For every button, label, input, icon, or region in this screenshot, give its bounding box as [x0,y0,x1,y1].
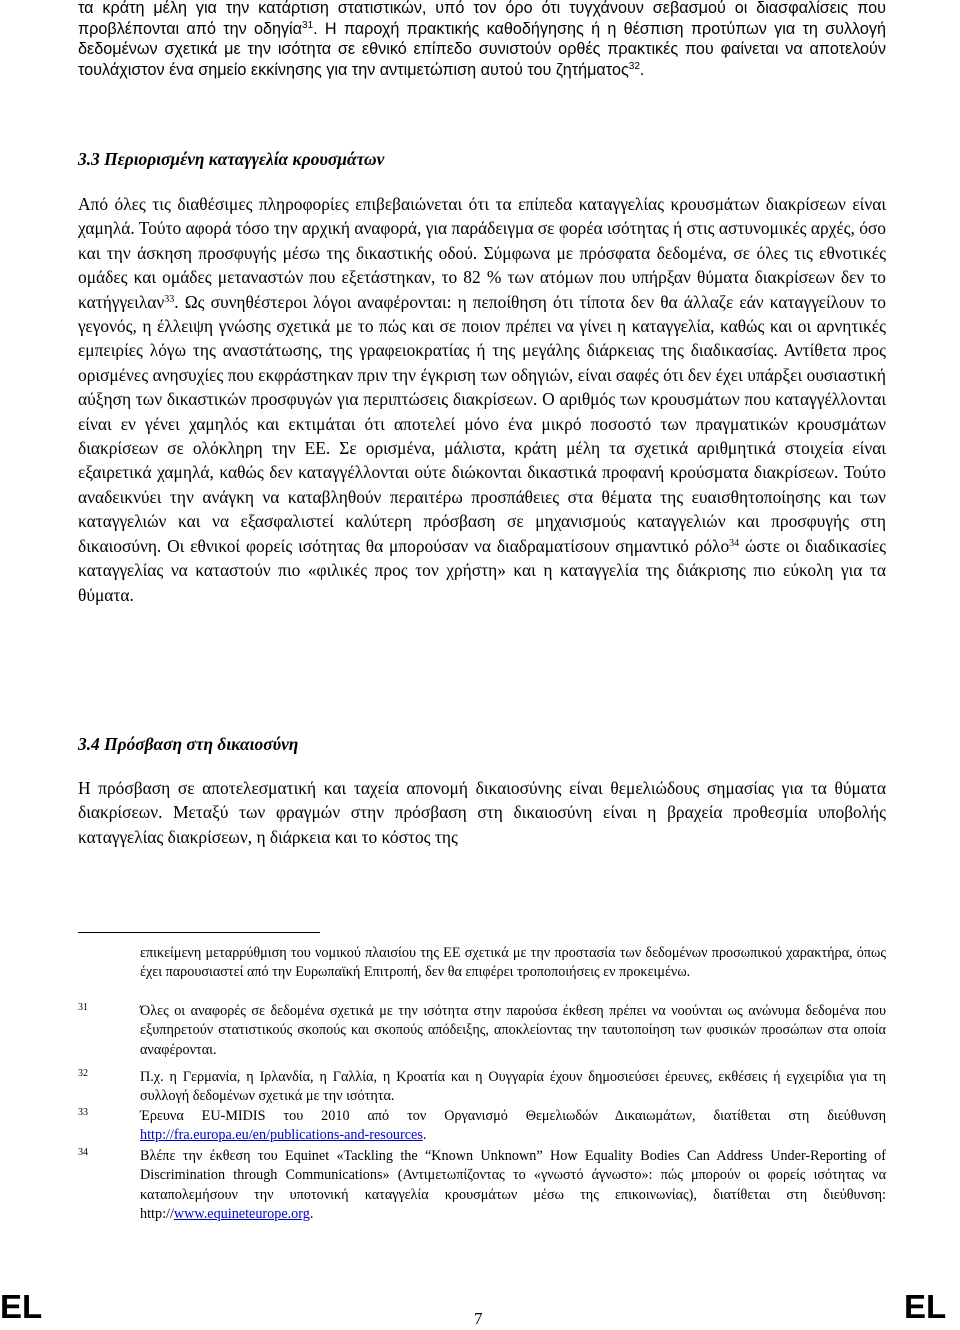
intro-paragraph: τα κράτη μέλη για την κατάρτιση στατιστικών, υπό τον όρο ότι τυγχάνουν σεβασμού οι διασφαλίσεις που προβλέπονται από την οδηγία$^{31}$. Η παροχή πρακτικής καθοδήγησης ή η θέσπιση προτύπων για τη συλλογή δεδομένων σχετικά με την ισότητα σε εθνικό επίπεδο συνιστούν ορθές πρακτικές που φαίνεται να αποτελούν τουλάχιστον ένα σημείο εκκίνησης για την αντιμετώπιση αυτού του ζητήματος$^{32}$. [78,0,886,79]
equinet-link[interactable]: www.equineteurope.org [173,1205,310,1222]
footnote-continuation: επικείμενη μεταρρύθμιση του νομικού πλαισίου της ΕΕ σχετικά με την προστασία των δεδομένων προσωπικού χαρακτήρα, όπως έχει παρουσιαστεί από την Ευρωπαϊκή Επιτροπή, δεν θα επιφέρει τροποποιήσεις εν προκειμένω. [140,945,886,981]
section-3-3-body: Από όλες τις διαθέσιμες πληροφορίες επιβεβαιώνεται ότι τα επίπεδα καταγγελίας κρουσμάτων διακρίσεων είναι χαμηλά. Τούτο αφορά τόσο την αρχική αναφορά, για παράδειγμα σε φορέα ισότητας ή στις αστυνομικές αρχές, όσο και την άσκηση προσφυγής μέσω της δικαστικής οδού. Σύμφωνα με πρόσφατα δεδομένα, σε όλες τις εθνοτικές ομάδες και ομάδες μεταναστών που εξετάστηκαν, το 82 % των ατόμων που υπήρξαν θύματα διακρίσεων δεν το κατήγγειλαν$^{33}$. Ως συνηθέστεροι λόγοι αναφέρονται: η πεποίθηση ότι τίποτα δεν θα άλλαζε εάν καταγγείλουν το γεγονός, η έλλειψη γνώσης σχετικά με το πώς και σε ποιον πρέπει να γίνει η καταγγελία, καθώς και οι αρνητικές εμπειρίες λόγω της αναστάτωσης, της γραφειοκρατίας ή της μεγάλης διάρκειας της διαδικασίας. Αντίθετα προς ορισμένες ανησυχίες που εκφράστηκαν πριν την έγκριση των οδηγιών, είναι σαφές ότι δεν έχει υπάρξει ουσιαστική αύξηση των δικαστικών προσφυγών για περιπτώσεις διακρίσεων. Ο αριθμός των κρουσμάτων που καταγγέλλονται είναι εν γένει χαμηλός και εκτιμάται ότι αποτελεί μόνο ένα μικρό ποσοστό των πραγματικών κρουσμάτων διακρίσεων σε ολόκληρη την ΕΕ. Σε ορισμένα, μάλιστα, κράτη μέλη τα σχετικά αριθμητικά στοιχεία είναι εξαιρετικά χαμηλά, καθώς δεν καταγγέλλονται ούτε διώκονται δικαστικά προφανή κρούσματα διακρίσεων. Τούτο αναδεικνύει την ανάγκη να καταβληθούν περαιτέρω προσπάθειες στα θέματα της ευαισθητοποίησης και των καταγγελιών και να εξασφαλιστεί καλύτερη πρόσβαση σε μηχανισμούς καταγγελιών και προσφυγής στη δικαιοσύνη. Οι εθνικοί φορείς ισότητας θα μπορούσαν να διαδραματίσουν σημαντικό ρόλο$^{34}$ ώστε οι διαδικασίες καταγγελίας να καταστούν πιο «φιλικές προς τον χρήστη» και η καταγγελία της διάκρισης πιο εύκολη για τα θύματα. [78,194,886,605]
footnote-number: 31 [78,1002,88,1013]
footnote-ref-33[interactable]: 33 [164,293,175,305]
footnote-number: 33 [78,1107,88,1118]
footnote-number: 34 [78,1147,88,1158]
footnote-number: 32 [78,1068,88,1079]
footnote-separator [78,932,320,933]
footnote-ref-34[interactable]: 34 [729,537,740,549]
footnote-ref-32[interactable]: 32 [628,60,640,72]
footnote-32-text: Π.χ. η Γερμανία, η Ιρλανδία, η Γαλλία, η Κροατία και η Ουγγαρία έχουν δημοσιεύσει έρευνες, εκθέσεις ή εγχειρίδια για τη συλλογή δεδομένων σχετικά με την ισότητα. [140,1069,886,1105]
fra-publications-link[interactable]: http://fra.europa.eu/en/publications-and-resources [140,1127,423,1144]
section-3-3-heading: 3.3 Περιορισμένη καταγγελία κρουσμάτων [78,149,385,169]
footnote-ref-31[interactable]: 31 [302,19,314,31]
language-code-left: EL [0,1288,43,1325]
footnote-33-text: Έρευνα EU-MIDIS του 2010 από τον Οργανισμό Θεμελιωδών Δικαιωμάτων, διατίθεται στη διεύθυνση http://fra.europa.eu/en/publications-and-resources. [140,1108,886,1144]
page-number: 7 [474,1309,483,1328]
section-3-4-heading: 3.4 Πρόσβαση στη δικαιοσύνη [78,734,299,754]
language-code-right: EL [904,1288,947,1325]
footnote-34-text: Βλέπε την έκθεση του Equinet «Tackling the “Known Unknown” How Equality Bodies Can Address Under-Reporting of Discrimination through Communications» (Αντιμετωπίζοντας το «γνωστό άγνωστο»: πώς μπορούν οι φορείς ισότητας να καταπολεμήσουν την υποτονική καταγγελία κρουσμάτων μέσω της επικοινωνίας), διατίθεται στη διεύθυνση: http://www.equineteurope.org. [140,1148,886,1222]
footnote-31-text: Όλες οι αναφορές σε δεδομένα σχετικά με την ισότητα στην παρούσα έκθεση πρέπει να νοούνται ως ανώνυμα δεδομένα που εξυπηρετούν στατιστικούς σκοπούς και σκοπούς απόδειξης, αποκλείοντας την ταυτοποίηση των φυσικών προσώπων στα οποία αναφέρονται. [140,1003,886,1058]
section-3-4-body: Η πρόσβαση σε αποτελεσματική και ταχεία απονομή δικαιοσύνης είναι θεμελιώδους σημασίας για τα θύματα διακρίσεων. Μεταξύ των φραγμών στην πρόσβαση στη δικαιοσύνη είναι η βραχεία προθεσμία υποβολής καταγγελίας διακρίσεων, η διάρκεια και το κόστος της [78,778,886,847]
